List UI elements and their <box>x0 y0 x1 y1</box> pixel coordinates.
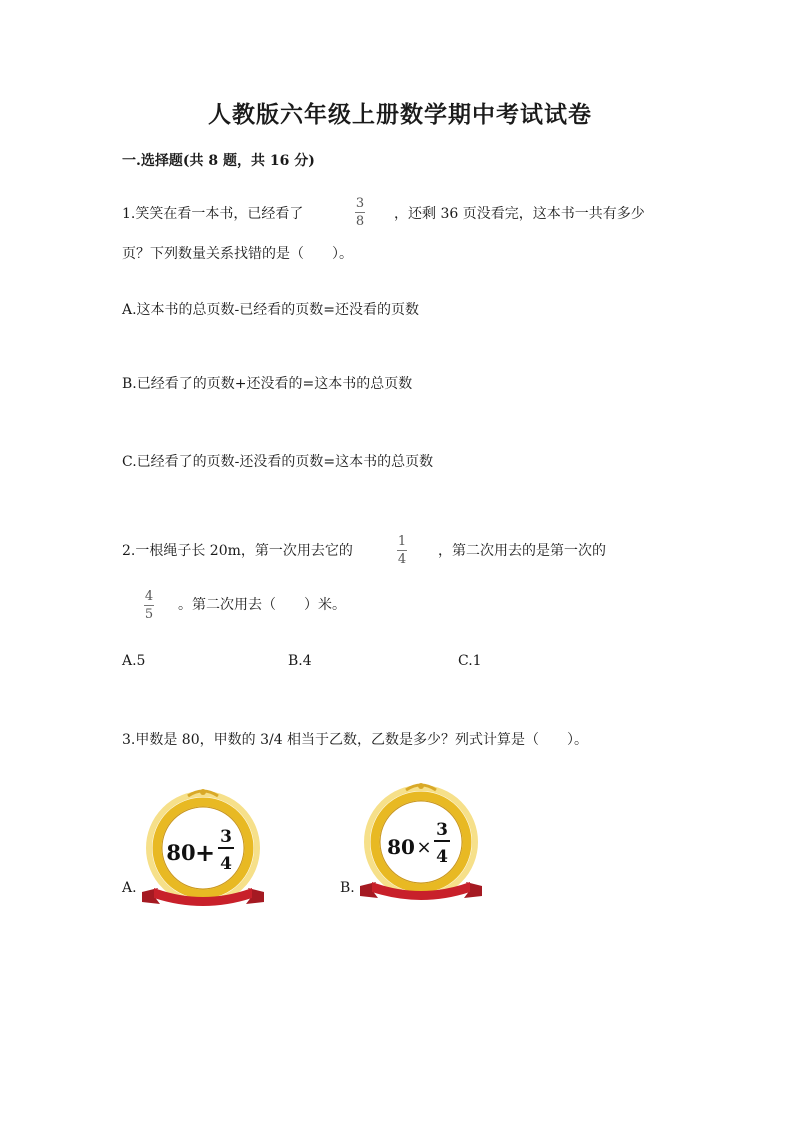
q2-text-part2: ，第二次用去的是第一次的 <box>438 543 606 559</box>
q2-option-b[interactable]: B.4 <box>288 653 312 669</box>
fraction-bar <box>355 212 365 213</box>
q1-option-a[interactable]: A.这本书的总页数-已经看的页数=还没看的页数 <box>122 302 420 318</box>
q3-a-numerator: 3 <box>220 827 232 847</box>
q3-b-base: 80 <box>387 835 415 859</box>
section-heading: 一.选择题(共 8 题，共 16 分) <box>122 153 315 169</box>
q2-fraction-2 <box>144 589 154 622</box>
q3-option-a-label[interactable]: A. <box>122 880 137 896</box>
q1-text-part1: 1.笑笑在看一本书，已经看了 <box>122 206 304 222</box>
q3-option-b-label[interactable]: B. <box>340 880 355 896</box>
q3-text: 3.甲数是 80，甲数的 3/4 相当于乙数，乙数是多少？列式计算是（ ）。 <box>122 732 589 748</box>
q1-fraction-numerator: 3 <box>355 196 365 211</box>
q1-fraction-denominator: 8 <box>355 214 365 229</box>
q2-text-part3: 。第二次用去（ ）米。 <box>178 597 346 613</box>
q1-option-b[interactable]: B.已经看了的页数+还没看的=这本书的总页数 <box>122 376 413 392</box>
fraction-bar <box>397 550 407 551</box>
q3-a-base: 80 <box>166 840 196 865</box>
q3-option-b-emblem[interactable] <box>354 778 488 912</box>
q2-fraction-1-numerator: 1 <box>397 534 407 549</box>
q3-b-operator: × <box>416 837 432 858</box>
fraction-bar <box>144 605 154 606</box>
q2-option-a[interactable]: A.5 <box>122 653 146 669</box>
q2-fraction-2-denominator: 5 <box>144 607 154 622</box>
q1-option-c[interactable]: C.已经看了的页数-还没看的页数=这本书的总页数 <box>122 454 434 470</box>
q3-b-numerator: 3 <box>436 820 448 840</box>
q2-fraction-1-denominator: 4 <box>397 552 407 567</box>
q2-text-part1: 2.一根绳子长 20m，第一次用去它的 <box>122 543 353 559</box>
q2-fraction-2-numerator: 4 <box>144 589 154 604</box>
q3-b-denominator: 4 <box>436 847 448 867</box>
q2-fraction-1 <box>397 534 407 567</box>
q3-option-a-emblem[interactable] <box>136 784 270 918</box>
q2-option-c[interactable]: C.1 <box>458 653 482 669</box>
page-title: 人教版六年级上册数学期中考试试卷 <box>208 101 592 128</box>
q1-text-line2: 页？下列数量关系找错的是（ ）。 <box>122 246 353 262</box>
q1-fraction <box>355 196 365 229</box>
q1-text-part2: ，还剩 36 页没看完，这本书一共有多少 <box>394 206 645 222</box>
q3-a-denominator: 4 <box>220 854 232 874</box>
q3-a-operator: + <box>194 839 216 867</box>
